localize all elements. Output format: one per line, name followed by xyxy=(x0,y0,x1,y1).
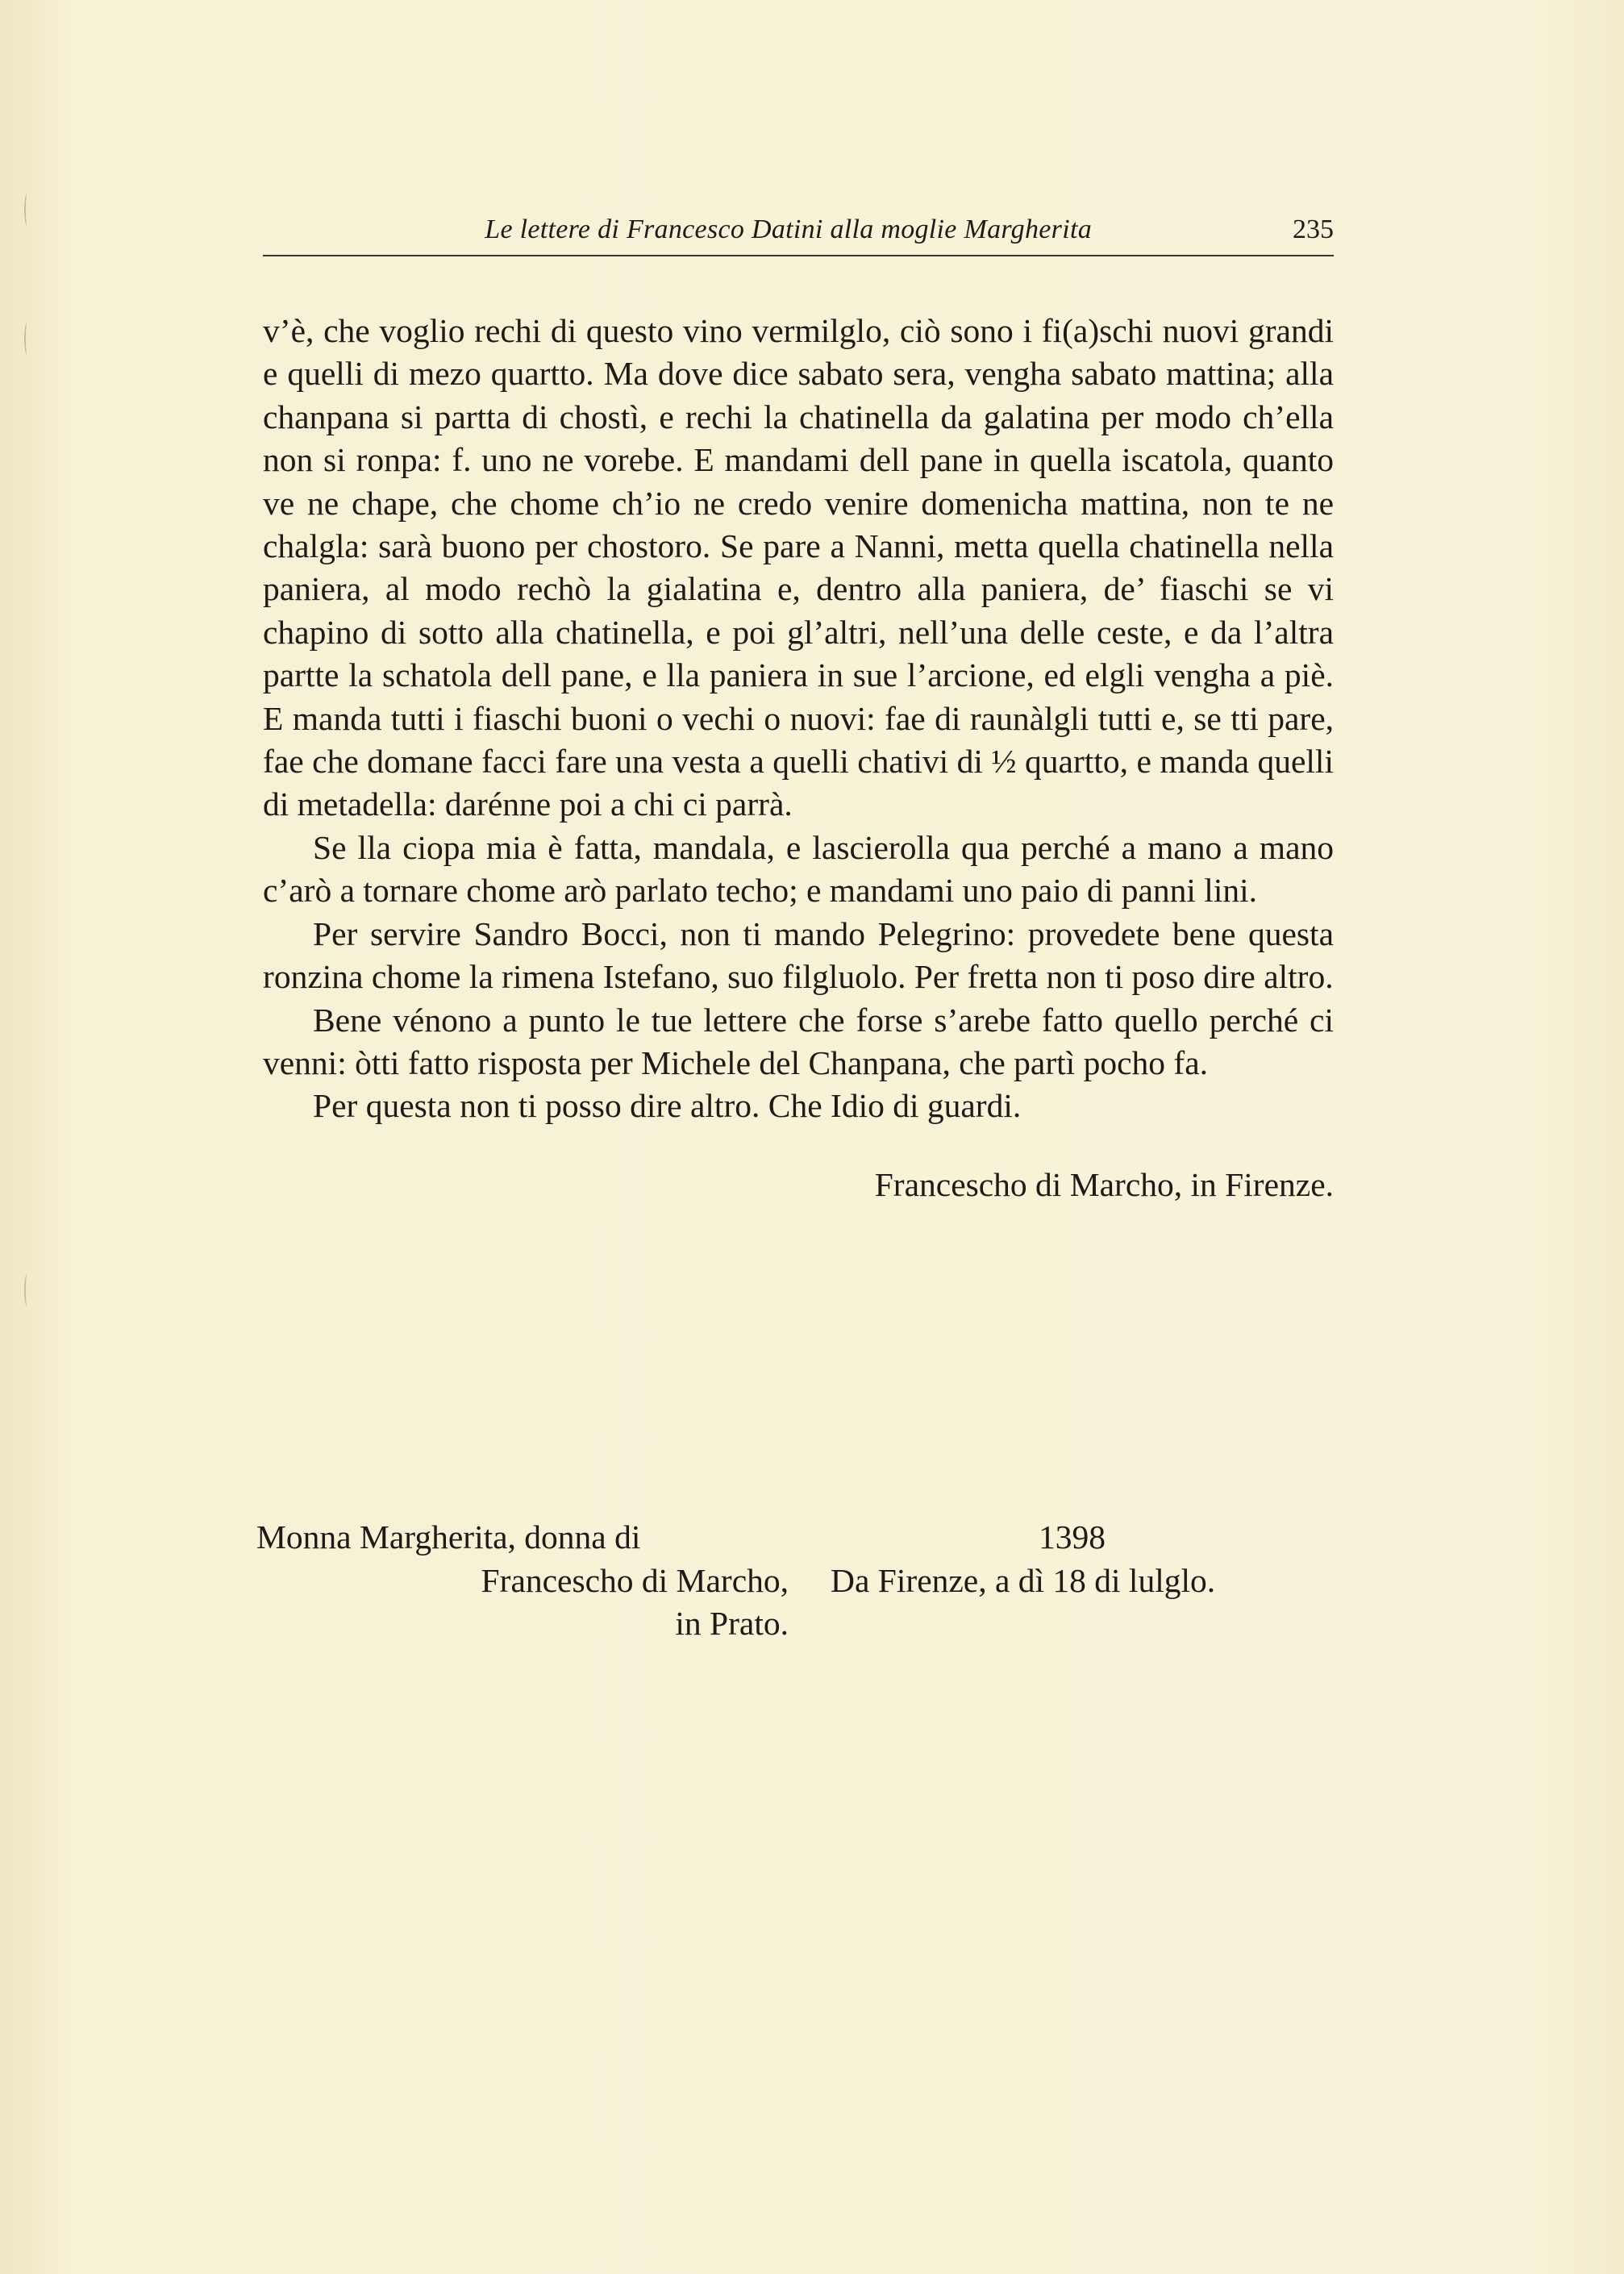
letter-body xyxy=(263,310,1334,1206)
signature: Franceschо di Marcho, in Firenze. xyxy=(874,1165,1334,1203)
letter-paragraph: Per servire Sandro Bocci, non ti mando Pelegrino: provedete bene questa ronzina chome la rimena Istefano, suo filgluolo. Per fretta non ti poso dire altro. xyxy=(263,914,1334,996)
date-block xyxy=(831,1516,1298,1602)
address-line: Francescho di Marcho, xyxy=(481,1561,789,1599)
letter-paragraph: v’è, che voglio rechi di questo vino vermilglo, ciò sono i fi(a)schi nuovi grandi e quelli di mezo quartto. Ma dove dice sabato sera, vengha sabato mattina; alla chanpana si partta di chostì, e rechi la chatinella da galatina per modo ch’ella non si ronpa: f. uno ne vorebe. E mandami dell pane in quella iscatola, quanto ve ne chape, che chome ch’io ne credo venire domenicha mattina, non te ne chalgla: sarà buono per chostoro. Se pare a Nanni, metta quella chatinella nella paniera, al modo rechò la gialatina e, dentro alla paniera, de’ fiaschi se vi chapino di sotto alla chatinella, e poi gl’altri, nell’una delle ceste, e da l’altra partte la schatola dell pane, e lla paniera in sue l’arcione, ed elgli vengha a piè. E manda tutti i fiaschi buoni o vechi o nuovi: fae di raunàlgli tutti e, se tti pare, fae che domane facci fare una vesta a quelli chativi di ½ quartto, e manda quelli di metadella: darénne poi a chi ci parrà. xyxy=(263,312,1334,823)
date-place: Da Firenze, a dì 18 di lulglo. xyxy=(831,1561,1216,1599)
address-line: in Prato. xyxy=(675,1605,789,1643)
page-number: 235 xyxy=(1293,214,1334,244)
page-edge-mark xyxy=(24,323,30,355)
address-block xyxy=(256,1516,789,1646)
date-year: 1398 xyxy=(1039,1518,1106,1556)
page-edge-mark xyxy=(24,1274,30,1306)
letter-paragraph: Per questa non ti posso dire altro. Che Idio di guardi. xyxy=(313,1087,1022,1125)
letter-paragraph: Se lla ciopa mia è fatta, mandala, e lascierolla qua perché a mano a mano c’arò a tornare chome arò parlato techo; e mandami uno paio di panni lini. xyxy=(263,828,1334,910)
running-title: Le lettere di Francesco Datini alla moglie Margherita xyxy=(485,214,1092,244)
letter-paragraph: Bene vénono a punto le tue lettere che forse s’arebe fatto quello perché ci venni: òtti fatto risposta per Michele del Chanpana, che partì pocho fa. xyxy=(263,1001,1334,1081)
page-edge-mark xyxy=(24,194,30,226)
running-header xyxy=(263,214,1334,256)
address-line: Monna Margherita, donna di xyxy=(256,1518,641,1556)
